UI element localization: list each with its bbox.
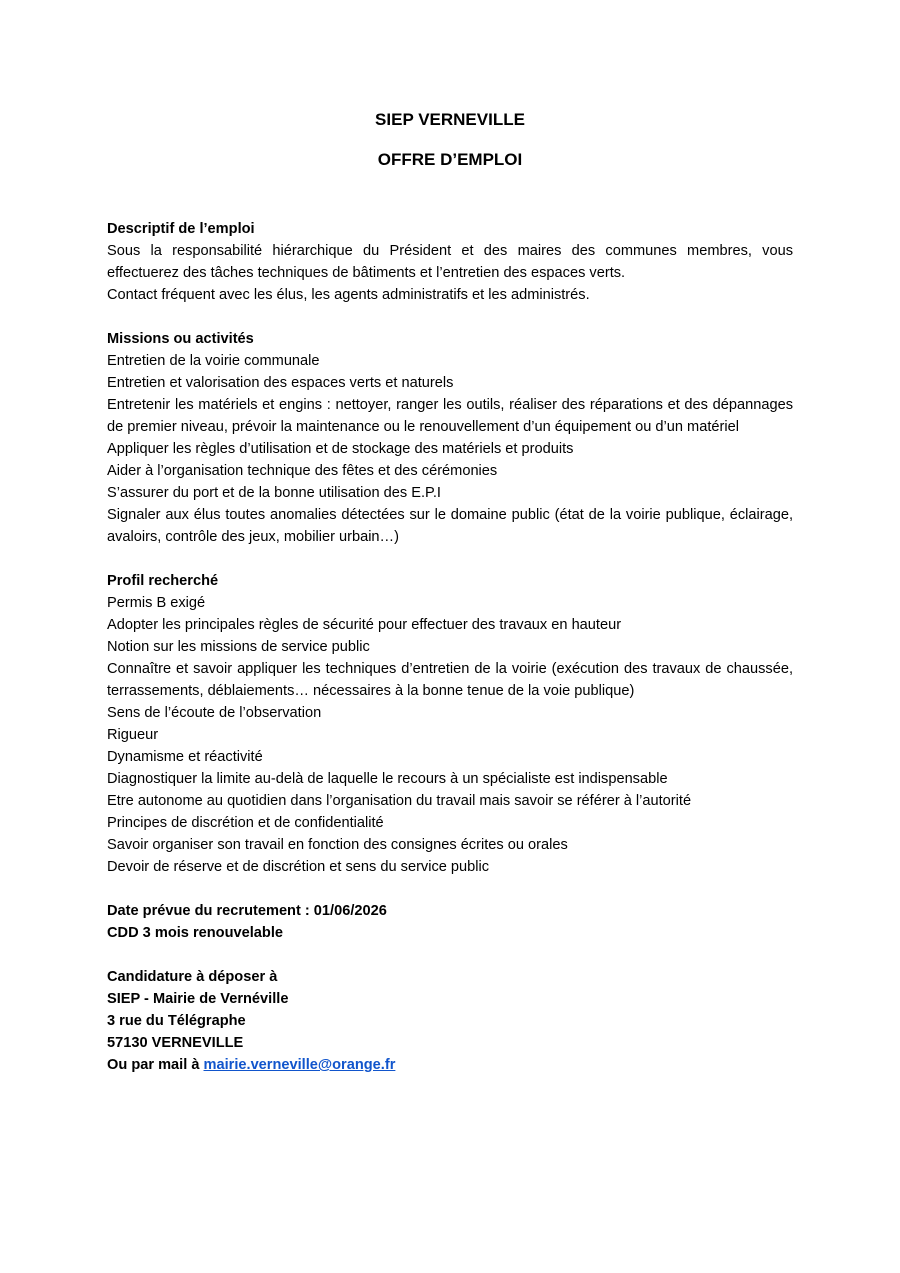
profile-section	[107, 570, 793, 878]
mission-item: Entretenir les matériels et engins : nettoyer, ranger les outils, réaliser des réparations et des dépannages de premier niveau, prévoir la maintenance ou le renouvellement d’un équipement ou d’un matériel	[107, 397, 793, 435]
profile-item: Sens de l’écoute de l’observation	[107, 705, 322, 721]
profile-item: Principes de discrétion et de confidentialité	[107, 815, 384, 831]
profile-item: Dynamisme et réactivité	[107, 749, 263, 765]
profile-item: Permis B exigé	[107, 595, 206, 611]
application-city: 57130 VERNEVILLE	[107, 1035, 244, 1051]
mission-item: Aider à l’organisation technique des fêtes et des cérémonies	[107, 463, 498, 479]
contract-type: CDD 3 mois renouvelable	[107, 925, 283, 941]
description-paragraph: Contact fréquent avec les élus, les agents administratifs et les administrés.	[107, 287, 590, 303]
profile-item: Adopter les principales règles de sécurité pour effectuer des travaux en hauteur	[107, 617, 622, 633]
application-intro: Candidature à déposer à	[107, 969, 278, 985]
application-recipient: SIEP - Mairie de Vernéville	[107, 991, 289, 1007]
application-mail-line	[107, 1054, 793, 1076]
profile-item: Devoir de réserve et de discrétion et sens du service public	[107, 859, 490, 875]
email-link[interactable]: mairie.verneville@orange.fr	[203, 1057, 396, 1073]
document-content	[107, 108, 793, 1076]
description-section	[107, 218, 793, 306]
mission-item: Entretien et valorisation des espaces verts et naturels	[107, 375, 454, 391]
profile-item: Notion sur les missions de service public	[107, 639, 370, 655]
organization-title: SIEP VERNEVILLE	[375, 110, 525, 129]
recruitment-section	[107, 900, 793, 944]
application-mail-prefix: Ou par mail à	[107, 1057, 204, 1073]
recruitment-date: Date prévue du recrutement : 01/06/2026	[107, 903, 387, 919]
mission-item: S’assurer du port et de la bonne utilisation des E.P.I	[107, 485, 441, 501]
profile-item: Diagnostiquer la limite au-delà de laquelle le recours à un spécialiste est indispensable	[107, 771, 668, 787]
document-title: OFFRE D’EMPLOI	[377, 150, 523, 169]
application-street: 3 rue du Télégraphe	[107, 1013, 246, 1029]
description-paragraph: Sous la responsabilité hiérarchique du Président et des maires des communes membres, vous effectuerez des tâches techniques de bâtiments et l’entretien des espaces verts.	[107, 243, 793, 281]
profile-item: Connaître et savoir appliquer les techniques d’entretien de la voirie (exécution des travaux de chaussée, terrassements, déblaiements… nécessaires à la bonne tenue de la voie publique)	[107, 661, 793, 699]
description-heading: Descriptif de l’emploi	[107, 221, 255, 237]
missions-section	[107, 328, 793, 548]
mission-item: Appliquer les règles d’utilisation et de stockage des matériels et produits	[107, 441, 574, 457]
missions-heading: Missions ou activités	[107, 331, 254, 347]
mission-item: Signaler aux élus toutes anomalies détectées sur le domaine public (état de la voirie publique, éclairage, avaloirs, contrôle des jeux, mobilier urbain…)	[107, 507, 793, 545]
application-section	[107, 966, 793, 1076]
profile-item: Rigueur	[107, 727, 159, 743]
profile-item: Savoir organiser son travail en fonction des consignes écrites ou orales	[107, 837, 568, 853]
profile-item: Etre autonome au quotidien dans l’organisation du travail mais savoir se référer à l’autorité	[107, 793, 692, 809]
profile-heading: Profil recherché	[107, 573, 219, 589]
mission-item: Entretien de la voirie communale	[107, 353, 320, 369]
